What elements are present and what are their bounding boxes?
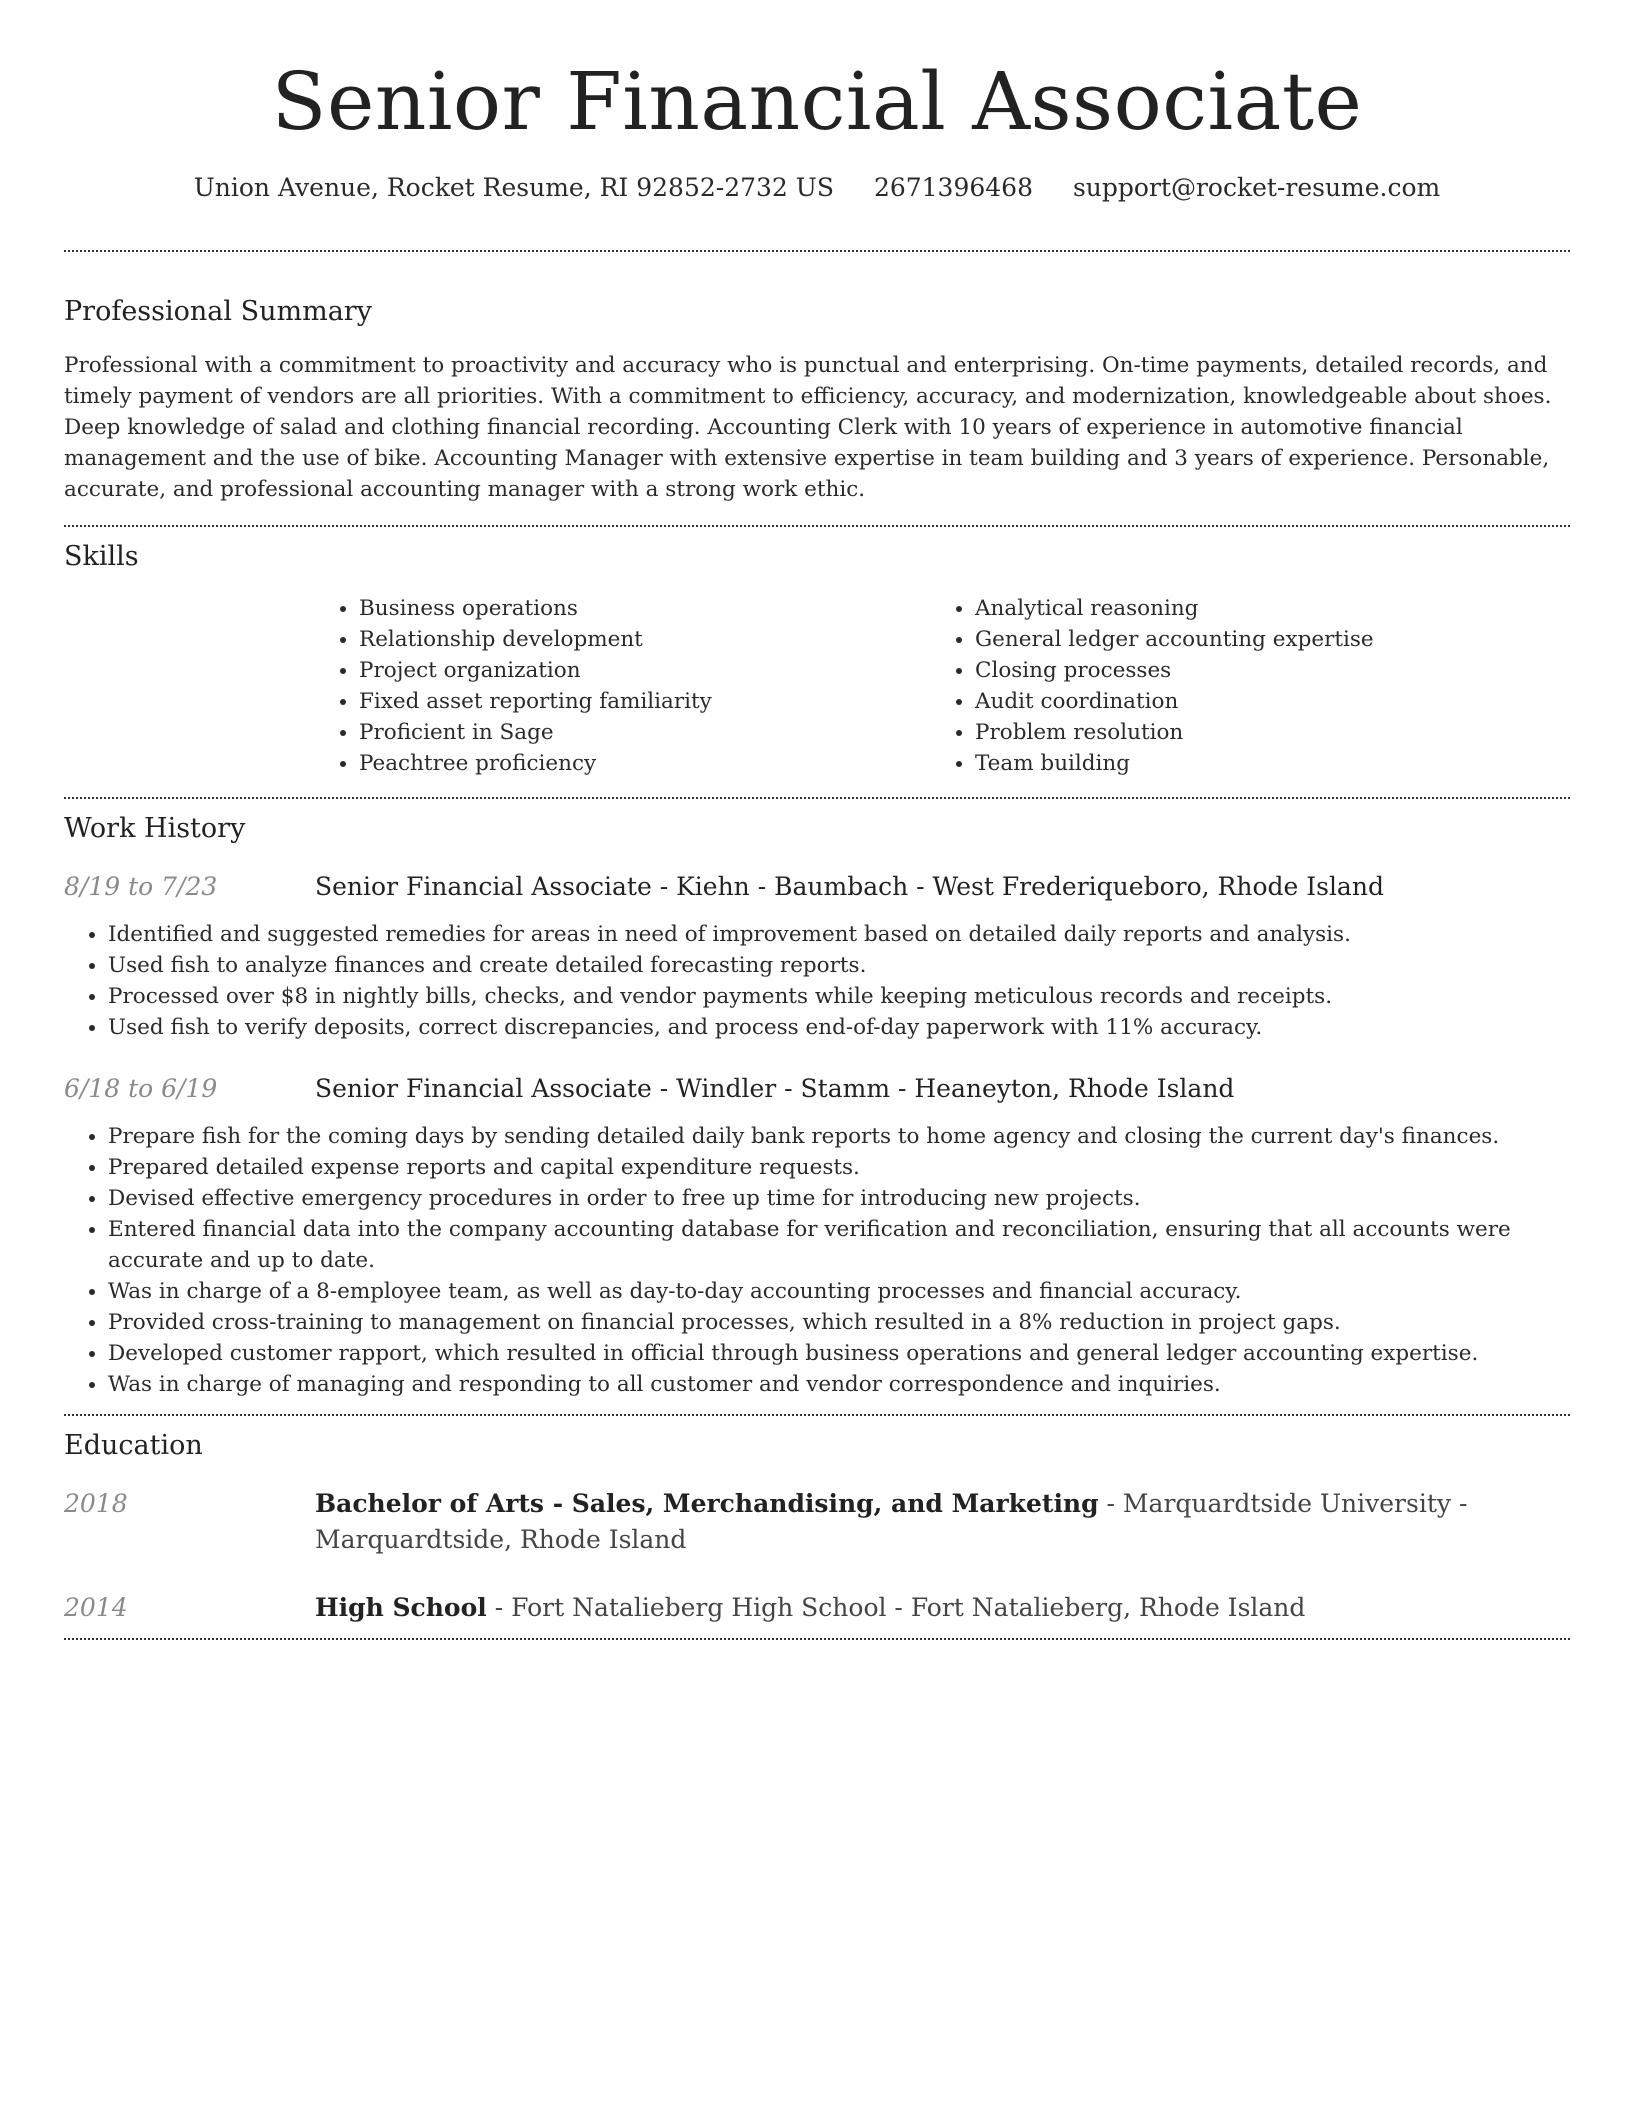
job-bullet: • Prepare fish for the coming days by sending detailed daily bank reports to home agency and closing the current day's finances.	[108, 1121, 1570, 1152]
skill-item: • Business operations	[359, 593, 931, 624]
job-bullet: • Processed over $8 in nightly bills, checks, and vendor payments while keeping meticulous records and receipts.	[108, 981, 1570, 1012]
resume-page	[64, 0, 1570, 1640]
section-divider	[64, 1638, 1570, 1640]
job-dates: 8/19 to 7/23	[64, 872, 218, 901]
job-bullet: • Used fish to analyze finances and create detailed forecasting reports.	[108, 950, 1570, 981]
skill-item: • Project organization	[359, 655, 931, 686]
skill-item: • Problem resolution	[975, 717, 1547, 748]
education-year: 2014	[64, 1593, 128, 1622]
skills-list-left	[315, 593, 931, 779]
education-degree: High School	[315, 1593, 487, 1622]
job-bullet: • Developed customer rapport, which resulted in official through business operations and general ledger accounting expertise.	[108, 1338, 1570, 1369]
section-divider	[64, 1414, 1570, 1416]
job-bullets	[64, 919, 1570, 1043]
job-dates: 6/18 to 6/19	[64, 1074, 218, 1103]
job-heading: Senior Financial Associate - Kiehn - Baumbach - West Frederiqueboro, Rhode Island	[315, 872, 1384, 901]
education-year: 2018	[64, 1489, 128, 1518]
skills-column-left	[315, 593, 931, 779]
skills-list-right	[931, 593, 1547, 779]
job-bullet: • Devised effective emergency procedures in order to free up time for introducing new projects.	[108, 1183, 1570, 1214]
education-heading	[315, 1486, 1570, 1558]
job-bullet: • Prepared detailed expense reports and capital expenditure requests.	[108, 1152, 1570, 1183]
resume-name: Senior Financial Associate	[271, 55, 1363, 148]
education-degree: Bachelor of Arts - Sales, Merchandising, and Marketing	[315, 1489, 1099, 1518]
skill-item: • Team building	[975, 748, 1547, 779]
section-divider	[64, 525, 1570, 527]
job-entry	[64, 1071, 1570, 1400]
education-entry	[64, 1590, 1570, 1626]
job-bullet: • Was in charge of managing and responding to all customer and vendor correspondence and inquiries.	[108, 1369, 1570, 1400]
job-bullet: • Provided cross-training to management on financial processes, which resulted in a 8% reduction in project gaps.	[108, 1307, 1570, 1338]
education-section	[64, 1428, 1570, 1626]
skill-item: • Relationship development	[359, 624, 931, 655]
section-divider	[64, 250, 1570, 252]
job-bullet: • Identified and suggested remedies for areas in need of improvement based on detailed daily reports and analysis.	[108, 919, 1570, 950]
skill-item: • General ledger accounting expertise	[975, 624, 1547, 655]
job-heading: Senior Financial Associate - Windler - Stamm - Heaneyton, Rhode Island	[315, 1074, 1235, 1103]
work-section	[64, 811, 1570, 1400]
job-entry	[64, 869, 1570, 1043]
job-bullet: • Entered financial data into the company accounting database for verification and reconciliation, ensuring that all accounts were accurate and up to date.	[108, 1214, 1570, 1276]
skill-item: • Audit coordination	[975, 686, 1547, 717]
job-bullet: • Was in charge of a 8-employee team, as well as day-to-day accounting processes and financial accuracy.	[108, 1276, 1570, 1307]
education-title: Education	[64, 1430, 203, 1461]
contact-line	[64, 170, 1570, 206]
skills-title: Skills	[64, 541, 139, 572]
contact-phone: 2671396468	[873, 173, 1033, 202]
skill-item: • Analytical reasoning	[975, 593, 1547, 624]
job-header	[64, 1071, 1570, 1107]
education-heading	[315, 1590, 1570, 1626]
skills-columns	[315, 593, 1570, 779]
education-details: - Marquardtside University - Marquardtside, Rhode Island	[315, 1489, 1468, 1554]
section-divider	[64, 797, 1570, 799]
contact-email: support@rocket-resume.com	[1072, 173, 1441, 202]
education-entry	[64, 1486, 1570, 1558]
skills-column-right	[931, 593, 1547, 779]
contact-address: Union Avenue, Rocket Resume, RI 92852-2732 US	[193, 173, 834, 202]
skill-item: • Fixed asset reporting familiarity	[359, 686, 931, 717]
summary-section	[64, 294, 1570, 505]
skills-section	[64, 539, 1570, 779]
job-bullet: • Used fish to verify deposits, correct discrepancies, and process end-of-day paperwork with 11% accuracy.	[108, 1012, 1570, 1043]
job-bullets	[64, 1121, 1570, 1400]
job-header	[64, 869, 1570, 905]
education-details: - Fort Natalieberg High School - Fort Natalieberg, Rhode Island	[486, 1593, 1306, 1622]
skill-item: • Peachtree proficiency	[359, 748, 931, 779]
summary-text: Professional with a commitment to proactivity and accuracy who is punctual and enterprising. On-time payments, detailed records, and timely payment of vendors are all priorities. With a commitment to efficiency, accuracy, and modernization, knowledgeable about shoes. Deep knowledge of salad and clothing financial recording. Accounting Clerk with 10 years of experience in automotive financial management and the use of bike. Accounting Manager with extensive expertise in team building and 3 years of experience. Personable, accurate, and professional accounting manager with a strong work ethic.	[64, 353, 1552, 502]
skill-item: • Proficient in Sage	[359, 717, 931, 748]
work-title: Work History	[64, 813, 246, 844]
summary-title: Professional Summary	[64, 296, 372, 327]
skill-item: • Closing processes	[975, 655, 1547, 686]
